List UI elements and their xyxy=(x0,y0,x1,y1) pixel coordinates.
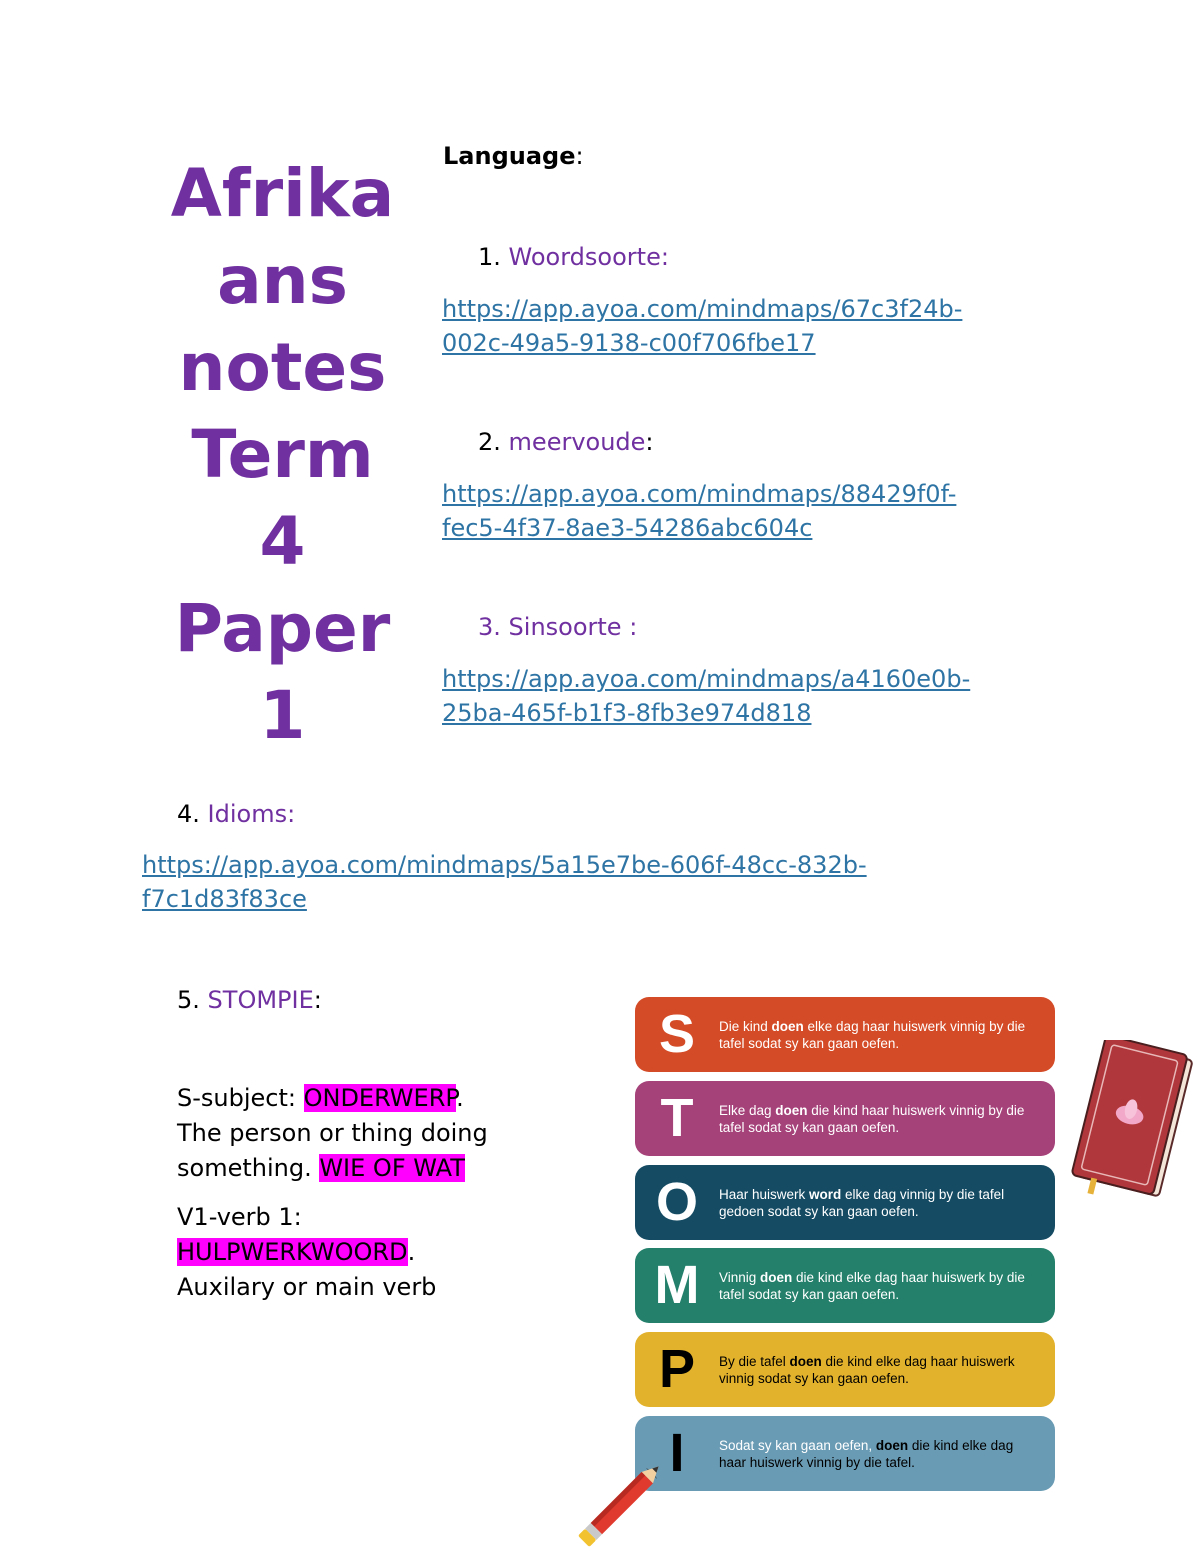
highlight-wie-of-wat: WIE OF WAT xyxy=(319,1154,465,1182)
card-text: Haar huiswerk word elke dag vinnig by die tafel gedoen sodat sy kan gaan oefen. xyxy=(719,1186,1005,1219)
stompie-card-i xyxy=(635,1416,1055,1491)
book-icon xyxy=(1066,1040,1200,1205)
pencil-icon xyxy=(572,1460,667,1553)
note-text: The person or thing doing xyxy=(177,1119,488,1147)
card-text: Elke dag doen die kind haar huiswerk vinnig by die tafel sodat sy kan gaan oefen. xyxy=(719,1102,1025,1135)
item-number: 1. xyxy=(478,243,501,271)
link-meervoude[interactable] xyxy=(442,477,956,545)
link-line[interactable]: 002c-49a5-9138-c00f706fbe17 xyxy=(442,329,816,357)
item-suffix: : xyxy=(645,428,654,456)
stompie-card-o xyxy=(635,1165,1055,1240)
highlight-onderwerp: ONDERWERP xyxy=(303,1084,457,1112)
card-text: By die tafel doen die kind elke dag haar huiswerk vinnig sodat sy kan gaan oefen. xyxy=(719,1353,1015,1386)
note-text: V1-verb 1: xyxy=(177,1203,302,1231)
subject-note xyxy=(177,1081,488,1186)
language-heading-label: Language xyxy=(443,142,576,170)
note-text: . xyxy=(456,1084,464,1112)
note-text: Auxilary or main verb xyxy=(177,1273,437,1301)
language-heading xyxy=(443,142,584,170)
link-line[interactable]: fec5-4f37-8ae3-54286abc604c xyxy=(442,514,813,542)
card-text: Vinnig doen die kind elke dag haar huiswerk by die tafel sodat sy kan gaan oefen. xyxy=(719,1269,1025,1302)
title-line: 4 xyxy=(259,503,306,580)
card-text: Die kind doen elke dag haar huiswerk vinnig by die tafel sodat sy kan gaan oefen. xyxy=(719,1018,1026,1051)
title-line: Afrika xyxy=(170,155,395,232)
link-line[interactable]: https://app.ayoa.com/mindmaps/88429f0f- xyxy=(442,480,957,508)
note-text: . xyxy=(407,1238,416,1266)
link-line[interactable]: https://app.ayoa.com/mindmaps/a4160e0b- xyxy=(442,665,971,693)
stompie-card-t xyxy=(635,1081,1055,1156)
link-idioms[interactable] xyxy=(142,848,867,916)
card-letter: S xyxy=(658,1004,696,1064)
card-text: Sodat sy kan gaan oefen, doen die kind elke dag haar huiswerk vinnig by die tafel. xyxy=(719,1437,1014,1470)
link-line[interactable]: 25ba-465f-b1f3-8fb3e974d818 xyxy=(442,699,812,727)
link-sinsoorte[interactable] xyxy=(442,662,970,730)
stompie-card-s xyxy=(635,997,1055,1072)
title-line: Paper xyxy=(174,590,391,667)
item-label: STOMPIE xyxy=(207,986,314,1014)
link-line[interactable]: https://app.ayoa.com/mindmaps/5a15e7be-606f-48cc-832b- xyxy=(142,851,867,879)
list-item-sinsoorte xyxy=(478,610,637,644)
item-label: Sinsoorte : xyxy=(508,613,638,641)
list-item-stompie xyxy=(177,983,322,1017)
item-suffix: : xyxy=(313,986,322,1014)
list-item-idioms xyxy=(177,797,295,831)
item-number: 4. xyxy=(177,800,200,828)
title-line: ans xyxy=(217,242,348,319)
list-item-woordsoorte xyxy=(478,240,669,274)
highlight-hulpwerkwoord: HULPWERKWOORD xyxy=(177,1238,408,1266)
page-title xyxy=(150,150,415,759)
link-line[interactable]: f7c1d83f83ce xyxy=(142,885,307,913)
title-line: Term xyxy=(191,416,374,493)
item-number: 2. xyxy=(478,428,501,456)
note-text: something. xyxy=(177,1154,320,1182)
item-label: Woordsoorte: xyxy=(508,243,669,271)
list-item-meervoude xyxy=(478,425,654,459)
card-letter: T xyxy=(660,1088,694,1148)
item-label: meervoude xyxy=(508,428,646,456)
verb-note xyxy=(177,1200,436,1305)
item-number: 5. xyxy=(177,986,200,1014)
note-text: S-subject: xyxy=(177,1084,304,1112)
stompie-card-m xyxy=(635,1248,1055,1323)
item-number: 3. xyxy=(478,613,501,641)
stompie-card-p xyxy=(635,1332,1055,1407)
card-letter: P xyxy=(658,1339,696,1399)
card-letter: O xyxy=(655,1172,698,1232)
link-woordsoorte[interactable] xyxy=(442,292,962,360)
card-letter: I xyxy=(669,1423,685,1483)
card-letter: M xyxy=(654,1255,700,1315)
title-line: notes xyxy=(178,329,387,406)
language-heading-colon: : xyxy=(575,142,584,170)
item-label: Idioms: xyxy=(207,800,296,828)
title-line: 1 xyxy=(259,677,306,754)
link-line[interactable]: https://app.ayoa.com/mindmaps/67c3f24b- xyxy=(442,295,963,323)
